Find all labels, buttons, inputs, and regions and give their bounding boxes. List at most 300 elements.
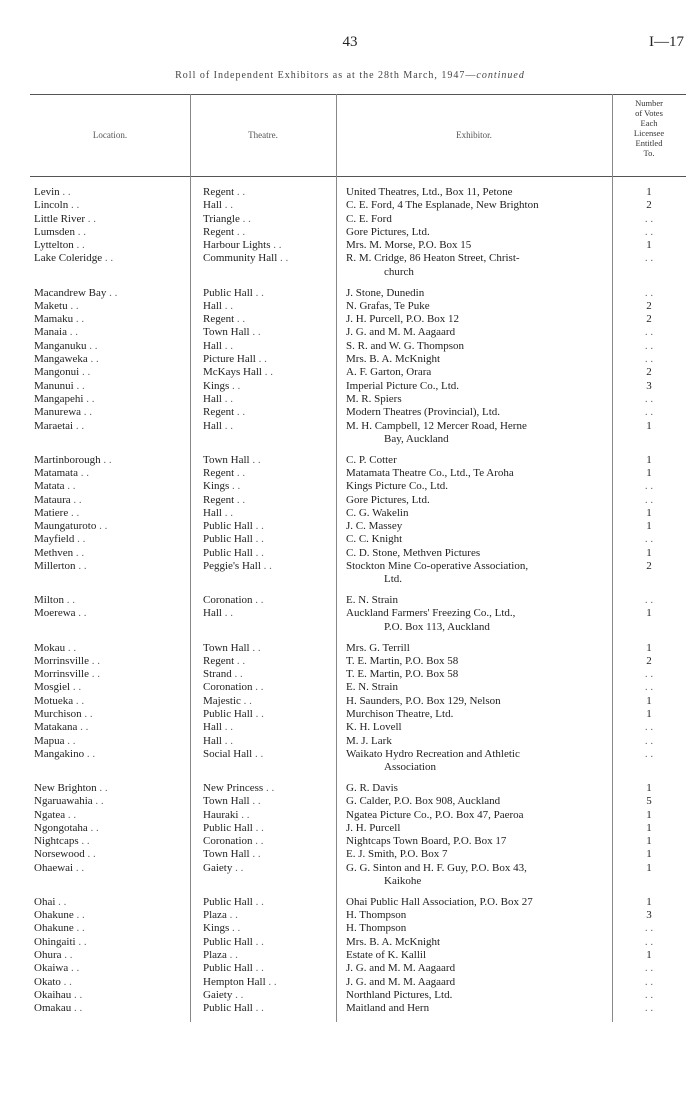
- exhibitor-line: Waikato Hydro Recreation and Athletic: [346, 747, 520, 760]
- leader-dots: . .: [65, 641, 77, 654]
- row-group: [0, 287, 700, 447]
- table-row: [0, 252, 700, 279]
- table-row: [0, 936, 700, 949]
- votes-cell: 2: [646, 299, 652, 312]
- leader-dots: . .: [221, 506, 233, 519]
- leader-dots: . .: [252, 747, 264, 760]
- exhibitor-line: G. G. Sinton and H. F. Guy, P.O. Box 43,: [346, 861, 527, 874]
- theatre-cell: Regent . .: [203, 493, 246, 506]
- table-row: [0, 213, 700, 226]
- table-row: [0, 681, 700, 694]
- leader-dots: . .: [60, 975, 72, 988]
- empty-votes-dots: . .: [644, 493, 654, 506]
- leader-dots: . .: [252, 1002, 264, 1015]
- votes-cell: 2: [646, 199, 652, 212]
- empty-votes-dots: . .: [644, 721, 654, 734]
- votes-cell: 1: [646, 808, 652, 821]
- header-rule-bottom: [30, 176, 686, 177]
- votes-cell: 3: [646, 909, 652, 922]
- theatre-cell: New Princess . .: [203, 781, 275, 794]
- exhibitor-line: G. R. Davis: [346, 781, 398, 794]
- location-cell: Milton . .: [34, 594, 75, 607]
- leader-dots: . .: [71, 988, 83, 1001]
- exhibitor-line: Kings Picture Co., Ltd.: [346, 480, 449, 493]
- leader-dots: . .: [232, 861, 244, 874]
- theatre-cell: McKays Hall . .: [203, 366, 273, 379]
- empty-votes-dots: . .: [644, 225, 654, 238]
- leader-dots: . .: [74, 225, 86, 238]
- theatre-cell: Social Hall . .: [203, 747, 264, 760]
- leader-dots: . .: [252, 546, 264, 559]
- votes-cell: 1: [646, 949, 652, 962]
- table-row: [0, 454, 700, 467]
- location-cell: Matata . .: [34, 480, 76, 493]
- exhibitor-line: M. R. Spiers: [346, 392, 402, 405]
- empty-votes-dots: . .: [644, 326, 654, 339]
- exhibitor-line: Mrs. M. Morse, P.O. Box 15: [346, 239, 472, 252]
- leader-dots: . .: [77, 721, 89, 734]
- leader-dots: . .: [64, 480, 76, 493]
- location-cell: Mangakino . .: [34, 747, 96, 760]
- location-cell: Mayfield . .: [34, 533, 86, 546]
- leader-dots: . .: [89, 654, 100, 667]
- exhibitor-cell: [346, 795, 614, 808]
- exhibitor-line: J. G. and M. M. Aagaard: [346, 962, 456, 975]
- location-cell: Mamaku . .: [34, 313, 85, 326]
- votes-cell: 1: [646, 607, 652, 620]
- exhibitor-cell: [346, 366, 614, 379]
- theatre-cell: Hall . .: [203, 721, 233, 734]
- leader-dots: . .: [260, 560, 272, 573]
- exhibitor-cell: [346, 681, 614, 694]
- table-row: [0, 721, 700, 734]
- votes-cell: [616, 721, 682, 734]
- table-row: [0, 748, 700, 775]
- exhibitor-cell: [346, 642, 614, 655]
- leader-dots: . .: [226, 909, 238, 922]
- leader-dots: . .: [221, 419, 233, 432]
- table-row: [0, 494, 700, 507]
- exhibitor-cell: [346, 822, 614, 835]
- table-row: [0, 1002, 700, 1015]
- empty-votes-dots: . .: [644, 681, 654, 694]
- leader-dots: . .: [229, 922, 241, 935]
- table-row: [0, 560, 700, 587]
- header-location: Location.: [92, 130, 128, 140]
- exhibitor-cell: [346, 252, 614, 279]
- leader-dots: . .: [234, 225, 246, 238]
- row-group: [0, 896, 700, 1016]
- location-cell: Manurewa . .: [34, 406, 93, 419]
- exhibitor-cell: [346, 721, 614, 734]
- theatre-cell: Coronation . .: [203, 835, 264, 848]
- exhibitor-line: J. C. Massey: [346, 520, 403, 533]
- leader-dots: . .: [87, 821, 99, 834]
- leader-dots: . .: [221, 199, 233, 212]
- leader-dots: . .: [252, 286, 264, 299]
- leader-dots: . .: [65, 808, 77, 821]
- table-row: [0, 809, 700, 822]
- exhibitor-line: Mrs. B. A. McKnight: [346, 353, 441, 366]
- table-row: [0, 594, 700, 607]
- votes-cell: [616, 406, 682, 419]
- exhibitor-cell: [346, 594, 614, 607]
- leader-dots: . .: [68, 506, 80, 519]
- exhibitor-line: Auckland Farmers' Freezing Co., Ltd.,: [346, 607, 516, 620]
- leader-dots: . .: [73, 861, 85, 874]
- votes-cell: [616, 922, 682, 935]
- location-cell: New Brighton . .: [34, 781, 108, 794]
- leader-dots: . .: [77, 466, 89, 479]
- theatre-cell: Kings . .: [203, 379, 241, 392]
- table-row: [0, 533, 700, 546]
- theatre-cell: Hall . .: [203, 199, 233, 212]
- location-cell: Matamata . .: [34, 466, 89, 479]
- leader-dots: . .: [234, 466, 246, 479]
- theatre-cell: Majestic . .: [203, 694, 252, 707]
- leader-dots: . .: [252, 821, 264, 834]
- empty-votes-dots: . .: [644, 962, 654, 975]
- leader-dots: . .: [84, 848, 96, 861]
- leader-dots: . .: [81, 707, 93, 720]
- empty-votes-dots: . .: [644, 392, 654, 405]
- exhibitor-line: T. E. Martin, P.O. Box 58: [346, 668, 459, 681]
- votes-cell: [616, 668, 682, 681]
- document-reference: I—17: [649, 34, 684, 50]
- leader-dots: . .: [67, 299, 79, 312]
- theatre-cell: Town Hall . .: [203, 795, 261, 808]
- votes-cell: 2: [646, 560, 652, 573]
- votes-cell: 1: [646, 895, 652, 908]
- leader-dots: . .: [277, 252, 289, 265]
- votes-cell: 2: [646, 654, 652, 667]
- table-row: [0, 239, 700, 252]
- leader-dots: . .: [102, 252, 114, 265]
- theatre-cell: Gaiety . .: [203, 988, 244, 1001]
- theatre-cell: Coronation . .: [203, 594, 264, 607]
- theatre-cell: Plaza . .: [203, 949, 238, 962]
- leader-dots: . .: [252, 533, 264, 546]
- row-group: [0, 186, 700, 279]
- table-row: [0, 340, 700, 353]
- exhibitor-line: H. Saunders, P.O. Box 129, Nelson: [346, 694, 501, 707]
- location-cell: Macandrew Bay . .: [34, 286, 118, 299]
- theatre-cell: Regent . .: [203, 313, 246, 326]
- votes-cell: [616, 681, 682, 694]
- votes-cell: [616, 936, 682, 949]
- location-cell: Norsewood . .: [34, 848, 96, 861]
- row-group: [0, 642, 700, 775]
- exhibitor-cell: [346, 695, 614, 708]
- leader-dots: . .: [226, 949, 238, 962]
- exhibitor-line: United Theatres, Ltd., Box 11, Petone: [346, 186, 513, 198]
- table-row: [0, 782, 700, 795]
- leader-dots: . .: [234, 406, 246, 419]
- exhibitor-cell: [346, 748, 614, 775]
- votes-cell: 1: [646, 453, 652, 466]
- leader-dots: . .: [71, 1002, 83, 1015]
- exhibitor-cell: [346, 848, 614, 861]
- table-row: [0, 313, 700, 326]
- leader-dots: . .: [73, 313, 85, 326]
- exhibitor-cell: [346, 533, 614, 546]
- exhibitor-cell: [346, 962, 614, 975]
- theatre-cell: Hall . .: [203, 392, 233, 405]
- table-row: [0, 862, 700, 889]
- page-number: 43: [342, 34, 358, 50]
- theatre-cell: Hall . .: [203, 339, 233, 352]
- location-cell: Motueka . .: [34, 694, 85, 707]
- exhibitor-cell: [346, 226, 614, 239]
- table-row: [0, 420, 700, 447]
- leader-dots: . .: [73, 922, 85, 935]
- empty-votes-dots: . .: [644, 252, 654, 265]
- leader-dots: . .: [73, 694, 85, 707]
- location-cell: Morrinsville . .: [34, 668, 100, 681]
- empty-votes-dots: . .: [644, 935, 654, 948]
- table-row: [0, 795, 700, 808]
- table-row: [0, 393, 700, 406]
- exhibitor-line: Murchison Theatre, Ltd.: [346, 707, 454, 720]
- exhibitor-cell: [346, 340, 614, 353]
- table-row: [0, 520, 700, 533]
- table-row: [0, 655, 700, 668]
- location-cell: Lake Coleridge . .: [34, 252, 114, 265]
- votes-cell: [616, 326, 682, 339]
- exhibitor-cell: [346, 922, 614, 935]
- header-theatre: Theatre.: [248, 130, 278, 140]
- leader-dots: . .: [252, 895, 264, 908]
- theatre-cell: Town Hall . .: [203, 641, 261, 654]
- roll-title-main: Roll of Independent Exhibitors as at the 28th March, 1947—: [175, 70, 477, 81]
- location-cell: Mangapehi . .: [34, 392, 95, 405]
- location-cell: Millerton . .: [34, 560, 87, 573]
- exhibitor-line: Mrs. G. Terrill: [346, 641, 410, 654]
- exhibitor-cell: [346, 949, 614, 962]
- exhibitor-line: C. C. Knight: [346, 533, 403, 546]
- theatre-cell: Hall . .: [203, 607, 233, 620]
- votes-cell: [616, 393, 682, 406]
- exhibitor-line: Gore Pictures, Ltd.: [346, 225, 430, 238]
- table-row: [0, 668, 700, 681]
- location-cell: Mataura . .: [34, 493, 82, 506]
- exhibitor-line: Estate of K. Kallil: [346, 949, 427, 962]
- exhibitor-cell: [346, 735, 614, 748]
- votes-cell: 1: [646, 835, 652, 848]
- header-votes-line: Entitled: [635, 138, 663, 148]
- leader-dots: . .: [252, 835, 264, 848]
- votes-cell: 5: [646, 795, 652, 808]
- leader-dots: . .: [96, 520, 108, 533]
- exhibitor-line: H. Thompson: [346, 909, 407, 922]
- leader-dots: . .: [81, 406, 93, 419]
- empty-votes-dots: . .: [644, 286, 654, 299]
- votes-cell: 1: [646, 506, 652, 519]
- leader-dots: . .: [221, 734, 233, 747]
- leader-dots: . .: [249, 326, 261, 339]
- table-row: [0, 366, 700, 379]
- row-group: [0, 782, 700, 888]
- empty-votes-dots: . .: [644, 922, 654, 935]
- leader-dots: . .: [252, 520, 264, 533]
- location-cell: Mangonui . .: [34, 366, 91, 379]
- votes-cell: 2: [646, 313, 652, 326]
- leader-dots: . .: [73, 239, 85, 252]
- leader-dots: . .: [232, 988, 244, 1001]
- theatre-cell: Regent . .: [203, 654, 246, 667]
- location-cell: Matiere . .: [34, 506, 80, 519]
- leader-dots: . .: [86, 339, 98, 352]
- leader-dots: . .: [221, 392, 233, 405]
- leader-dots: . .: [85, 212, 97, 225]
- row-group: [0, 594, 700, 634]
- theatre-cell: Hall . .: [203, 506, 233, 519]
- header-votes: [614, 98, 684, 158]
- exhibitor-line: K. H. Lovell: [346, 721, 402, 734]
- exhibitor-line: E. J. Smith, P.O. Box 7: [346, 848, 448, 861]
- table-row: [0, 835, 700, 848]
- header-votes-line: To.: [643, 148, 655, 158]
- theatre-cell: Community Hall . .: [203, 252, 289, 265]
- exhibitor-line: N. Grafas, Te Puke: [346, 299, 430, 312]
- exhibitor-line: Northland Pictures, Ltd.: [346, 988, 453, 1001]
- theatre-cell: Public Hall . .: [203, 821, 264, 834]
- exhibitor-cell: [346, 896, 614, 909]
- theatre-cell: Strand . .: [203, 668, 243, 681]
- exhibitor-line: M. H. Campbell, 12 Mercer Road, Herne: [346, 419, 527, 432]
- header-votes-line: Number: [635, 98, 663, 108]
- location-cell: Ohaewai . .: [34, 861, 85, 874]
- leader-dots: . .: [221, 721, 233, 734]
- table-row: [0, 962, 700, 975]
- leader-dots: . .: [66, 326, 78, 339]
- table-row: [0, 480, 700, 493]
- exhibitor-cell: [346, 454, 614, 467]
- exhibitor-line: S. R. and W. G. Thompson: [346, 339, 465, 352]
- votes-cell: [616, 748, 682, 761]
- exhibitor-cell: [346, 708, 614, 721]
- location-cell: Lumsden . .: [34, 225, 86, 238]
- votes-cell: [616, 962, 682, 975]
- leader-dots: . .: [74, 533, 86, 546]
- exhibitor-cell: [346, 213, 614, 226]
- theatre-cell: Regent . .: [203, 466, 246, 479]
- exhibitor-cell: [346, 186, 614, 199]
- leader-dots: . .: [234, 493, 246, 506]
- exhibitor-cell: [346, 835, 614, 848]
- leader-dots: . .: [75, 560, 87, 573]
- votes-cell: [616, 494, 682, 507]
- exhibitor-line: T. E. Martin, P.O. Box 58: [346, 654, 459, 667]
- location-cell: Levin . .: [34, 186, 71, 198]
- leader-dots: . .: [229, 379, 241, 392]
- theatre-cell: Gaiety . .: [203, 861, 244, 874]
- table-row: [0, 822, 700, 835]
- location-cell: Manganuku . .: [34, 339, 98, 352]
- exhibitor-line: Mrs. B. A. McKnight: [346, 935, 441, 948]
- exhibitor-cell: [346, 313, 614, 326]
- votes-cell: 1: [646, 546, 652, 559]
- exhibitor-cell: [346, 239, 614, 252]
- theatre-cell: Hauraki . .: [203, 808, 250, 821]
- votes-cell: 1: [646, 239, 652, 252]
- exhibitor-line: E. N. Strain: [346, 681, 398, 694]
- location-cell: Lincoln . .: [34, 199, 80, 212]
- exhibitor-line: Modern Theatres (Provincial), Ltd.: [346, 406, 501, 419]
- theatre-cell: Hall . .: [203, 299, 233, 312]
- exhibitor-cell: [346, 507, 614, 520]
- leader-dots: . .: [252, 681, 264, 694]
- leader-dots: . .: [261, 366, 273, 379]
- table-row: [0, 186, 700, 199]
- table-row: [0, 735, 700, 748]
- exhibitor-cell: [346, 393, 614, 406]
- exhibitor-cell: [346, 494, 614, 507]
- exhibitor-line: Association: [384, 761, 436, 774]
- exhibitor-cell: [346, 199, 614, 212]
- exhibitor-line: Kaikohe: [384, 875, 422, 888]
- location-cell: Okato . .: [34, 975, 72, 988]
- location-cell: Okaihau . .: [34, 988, 83, 1001]
- leader-dots: . .: [249, 795, 261, 808]
- exhibitor-line: C. E. Ford, 4 The Esplanade, New Brighton: [346, 199, 539, 212]
- leader-dots: . .: [221, 299, 233, 312]
- votes-cell: [616, 252, 682, 265]
- leader-dots: . .: [83, 392, 95, 405]
- exhibitor-line: Ohai Public Hall Association, P.O. Box 27: [346, 895, 533, 908]
- table-row: [0, 406, 700, 419]
- theatre-cell: Public Hall . .: [203, 895, 264, 908]
- table-row: [0, 353, 700, 366]
- empty-votes-dots: . .: [644, 339, 654, 352]
- exhibitor-cell: [346, 989, 614, 1002]
- exhibitor-cell: [346, 326, 614, 339]
- votes-cell: [616, 594, 682, 607]
- votes-cell: 1: [646, 641, 652, 654]
- exhibitor-cell: [346, 1002, 614, 1015]
- empty-votes-dots: . .: [644, 480, 654, 493]
- theatre-cell: Public Hall . .: [203, 707, 264, 720]
- exhibitor-cell: [346, 909, 614, 922]
- theatre-cell: Public Hall . .: [203, 546, 264, 559]
- location-cell: Little River . .: [34, 212, 97, 225]
- votes-cell: [616, 976, 682, 989]
- exhibitor-line: J. H. Purcell, P.O. Box 12: [346, 313, 460, 326]
- roll-title-continued: continued: [476, 70, 525, 81]
- leader-dots: . .: [68, 199, 80, 212]
- leader-dots: . .: [73, 379, 85, 392]
- exhibitor-line: J. Stone, Dunedin: [346, 286, 425, 299]
- header-votes-line: of Votes: [635, 108, 663, 118]
- exhibitor-line: J. G. and M. M. Aagaard: [346, 326, 456, 339]
- roll-title: [0, 70, 700, 81]
- location-cell: Nightcaps . .: [34, 835, 90, 848]
- location-cell: Lyttelton . .: [34, 239, 85, 252]
- table-row: [0, 848, 700, 861]
- location-cell: Manunui . .: [34, 379, 85, 392]
- exhibitor-line: A. F. Garton, Orara: [346, 366, 432, 379]
- leader-dots: . .: [255, 353, 267, 366]
- leader-dots: . .: [100, 453, 112, 466]
- exhibitor-line: J. H. Purcell: [346, 821, 401, 834]
- leader-dots: . .: [61, 949, 73, 962]
- empty-votes-dots: . .: [644, 594, 654, 607]
- votes-cell: 3: [646, 379, 652, 392]
- votes-cell: 1: [646, 848, 652, 861]
- empty-votes-dots: . .: [644, 734, 654, 747]
- votes-cell: [616, 533, 682, 546]
- leader-dots: . .: [73, 909, 85, 922]
